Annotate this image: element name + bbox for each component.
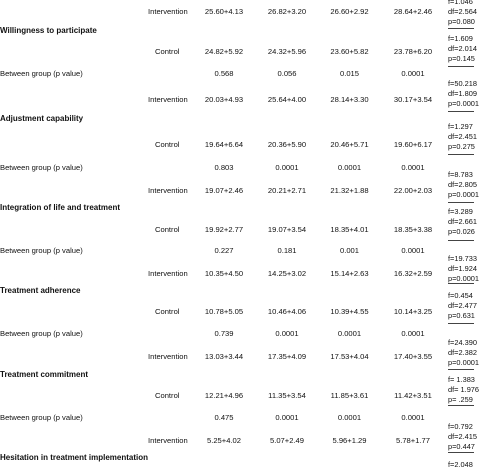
group-label: Intervention — [148, 436, 188, 445]
table-cell: 15.14+2.63 — [330, 269, 369, 278]
table-cell: 26.82+3.20 — [267, 7, 307, 16]
stat-value: f= 1.383 — [448, 375, 475, 384]
table-cell: 22.00+2.03 — [393, 186, 433, 195]
stat-value: f=0.792 — [448, 422, 473, 431]
group-label: Control — [155, 47, 180, 56]
stat-value: df=2.382 — [448, 348, 477, 357]
table-cell: 17.53+4.04 — [330, 352, 369, 361]
group-label: Intervention — [148, 352, 188, 361]
table-cell: 10.35+4.50 — [204, 269, 244, 278]
stat-divider — [448, 323, 474, 324]
table-cell: 10.78+5.05 — [204, 307, 244, 316]
table-cell: 19.07+3.54 — [267, 225, 307, 234]
table-cell: 0.475 — [214, 413, 234, 422]
stat-value: df=2.477 — [448, 301, 477, 310]
table-cell: 11.35+3.54 — [268, 391, 306, 400]
stat-value: f=1.609 — [448, 34, 473, 43]
stat-value: df=2.014 — [448, 44, 477, 53]
table-cell: 0.0001 — [401, 246, 425, 255]
stat-divider — [448, 369, 474, 370]
table-cell: 17.40+3.55 — [393, 352, 433, 361]
stat-divider — [448, 452, 474, 453]
table-cell: 16.32+2.59 — [393, 269, 433, 278]
stat-value: p=0.0001 — [448, 99, 479, 108]
stat-value: p=0.145 — [448, 54, 475, 63]
table-cell: 20.03+4.93 — [204, 95, 244, 104]
stat-divider — [448, 240, 474, 241]
table-cell: 11.85+3.61 — [330, 391, 369, 400]
section-title: Treatment commitment — [0, 370, 89, 379]
table-cell: 20.21+2.71 — [267, 186, 307, 195]
table-cell: 25.64+4.00 — [267, 95, 307, 104]
table-cell: 23.78+6.20 — [393, 47, 433, 56]
stat-value: df= 1.976 — [448, 385, 479, 394]
stat-value: df=2.661 — [448, 217, 477, 226]
stat-value: df=2.805 — [448, 180, 477, 189]
stat-value: df=1.809 — [448, 89, 477, 98]
stat-divider — [448, 66, 474, 67]
table-cell: 5.96+1.29 — [332, 436, 367, 445]
table-cell: 0.739 — [214, 329, 234, 338]
table-cell: 19.64+6.64 — [204, 140, 244, 149]
section-title: Integration of life and treatment — [0, 203, 121, 212]
stat-value: df=2.451 — [448, 132, 477, 141]
table-cell: 17.35+4.09 — [267, 352, 307, 361]
stat-value: p=0.631 — [448, 311, 475, 320]
stat-value: f=3.289 — [448, 207, 473, 216]
section-title: Treatment adherence — [0, 286, 81, 295]
table-cell: 0.0001 — [275, 329, 299, 338]
table-cell: 10.14+3.25 — [393, 307, 433, 316]
group-label: Intervention — [148, 186, 188, 195]
table-cell: 10.39+4.55 — [330, 307, 369, 316]
between-group-label: Between group (p value) — [0, 413, 83, 422]
stat-value: p=0.275 — [448, 142, 475, 151]
table-cell: 20.46+5.71 — [330, 140, 369, 149]
group-label: Intervention — [148, 7, 188, 16]
table-cell: 24.32+5.96 — [267, 47, 307, 56]
table-cell: 0.803 — [214, 163, 234, 172]
stat-divider — [448, 28, 474, 29]
section-title: Hesitation in treatment implementation — [0, 453, 149, 462]
table-cell: 19.60+6.17 — [393, 140, 433, 149]
group-label: Control — [155, 225, 180, 234]
table-cell: 11.42+3.51 — [394, 391, 432, 400]
table-cell: 23.60+5.82 — [330, 47, 369, 56]
table-cell: 0.0001 — [337, 413, 362, 422]
stat-value: p= .259 — [448, 395, 473, 404]
between-group-label: Between group (p value) — [0, 246, 83, 255]
table-cell: 5.07+2.49 — [270, 436, 304, 445]
between-group-label: Between group (p value) — [0, 163, 83, 172]
group-label: Intervention — [148, 95, 188, 104]
stat-value: f=8.783 — [448, 170, 473, 179]
stat-value: f=19.733 — [448, 254, 477, 263]
group-label: Control — [155, 140, 180, 149]
table-cell: 0.0001 — [401, 329, 425, 338]
section-title: Willingness to participate — [0, 26, 97, 35]
stat-value: f=2.048 — [448, 460, 473, 469]
stat-value: f=1.297 — [448, 122, 473, 131]
table-cell: 13.03+3.44 — [204, 352, 244, 361]
table-cell: 0.056 — [277, 69, 297, 78]
table-cell: 24.82+5.92 — [204, 47, 244, 56]
stat-value: df=1.924 — [448, 264, 477, 273]
stat-value: p=0.447 — [448, 442, 475, 451]
table-cell: 28.64+2.46 — [393, 7, 433, 16]
table-cell: 10.46+4.06 — [267, 307, 307, 316]
table-cell: 21.32+1.88 — [330, 186, 369, 195]
group-label: Intervention — [148, 269, 188, 278]
table-cell: 18.35+4.01 — [330, 225, 369, 234]
group-label: Control — [155, 391, 180, 400]
table-cell: 19.07+2.46 — [204, 186, 244, 195]
group-label: Control — [155, 307, 180, 316]
table-cell: 0.0001 — [337, 329, 362, 338]
table-cell: 12.21+4.96 — [204, 391, 244, 400]
table-cell: 19.92+2.77 — [204, 225, 244, 234]
table-cell: 14.25+3.02 — [267, 269, 307, 278]
stat-value: df=2.415 — [448, 432, 477, 441]
between-group-label: Between group (p value) — [0, 329, 83, 338]
stat-value: f=50.218 — [448, 79, 477, 88]
table-cell: 0.0001 — [401, 69, 425, 78]
stat-divider — [448, 405, 474, 406]
table-cell: 0.227 — [214, 246, 234, 255]
stat-value: f=1.046 — [448, 0, 473, 6]
table-cell: 0.015 — [339, 69, 359, 78]
stat-divider — [448, 111, 474, 112]
table-cell: 5.25+4.02 — [207, 436, 241, 445]
table-cell: 0.0001 — [337, 163, 362, 172]
table-cell: 5.78+1.77 — [396, 436, 430, 445]
table-cell: 0.001 — [339, 246, 359, 255]
stat-value: f=0.454 — [448, 291, 473, 300]
table-cell: 0.0001 — [401, 413, 425, 422]
between-group-label: Between group (p value) — [0, 69, 83, 78]
stat-value: p=0.0001 — [448, 274, 479, 283]
stat-value: p=0.0001 — [448, 358, 479, 367]
stat-divider — [448, 202, 474, 203]
stat-divider — [448, 283, 474, 284]
table-cell: 26.60+2.92 — [330, 7, 369, 16]
table-cell: 25.60+4.13 — [204, 7, 244, 16]
table-cell: 18.35+3.38 — [393, 225, 433, 234]
table-cell: 0.181 — [277, 246, 297, 255]
table-cell: 0.0001 — [401, 163, 425, 172]
section-title: Adjustment capability — [0, 114, 84, 123]
table-cell: 20.36+5.90 — [267, 140, 307, 149]
stat-value: p=0.0001 — [448, 190, 479, 199]
table-cell: 0.568 — [214, 69, 234, 78]
table-cell: 30.17+3.54 — [393, 95, 433, 104]
table-cell: 28.14+3.30 — [330, 95, 369, 104]
stat-value: p=0.026 — [448, 227, 475, 236]
table-cell: 0.0001 — [275, 413, 299, 422]
stat-value: df=2.564 — [448, 7, 477, 16]
stat-value: p=0.080 — [448, 17, 475, 26]
stat-divider — [448, 154, 474, 155]
stat-value: f=24.390 — [448, 338, 477, 347]
table-cell: 0.0001 — [275, 163, 299, 172]
